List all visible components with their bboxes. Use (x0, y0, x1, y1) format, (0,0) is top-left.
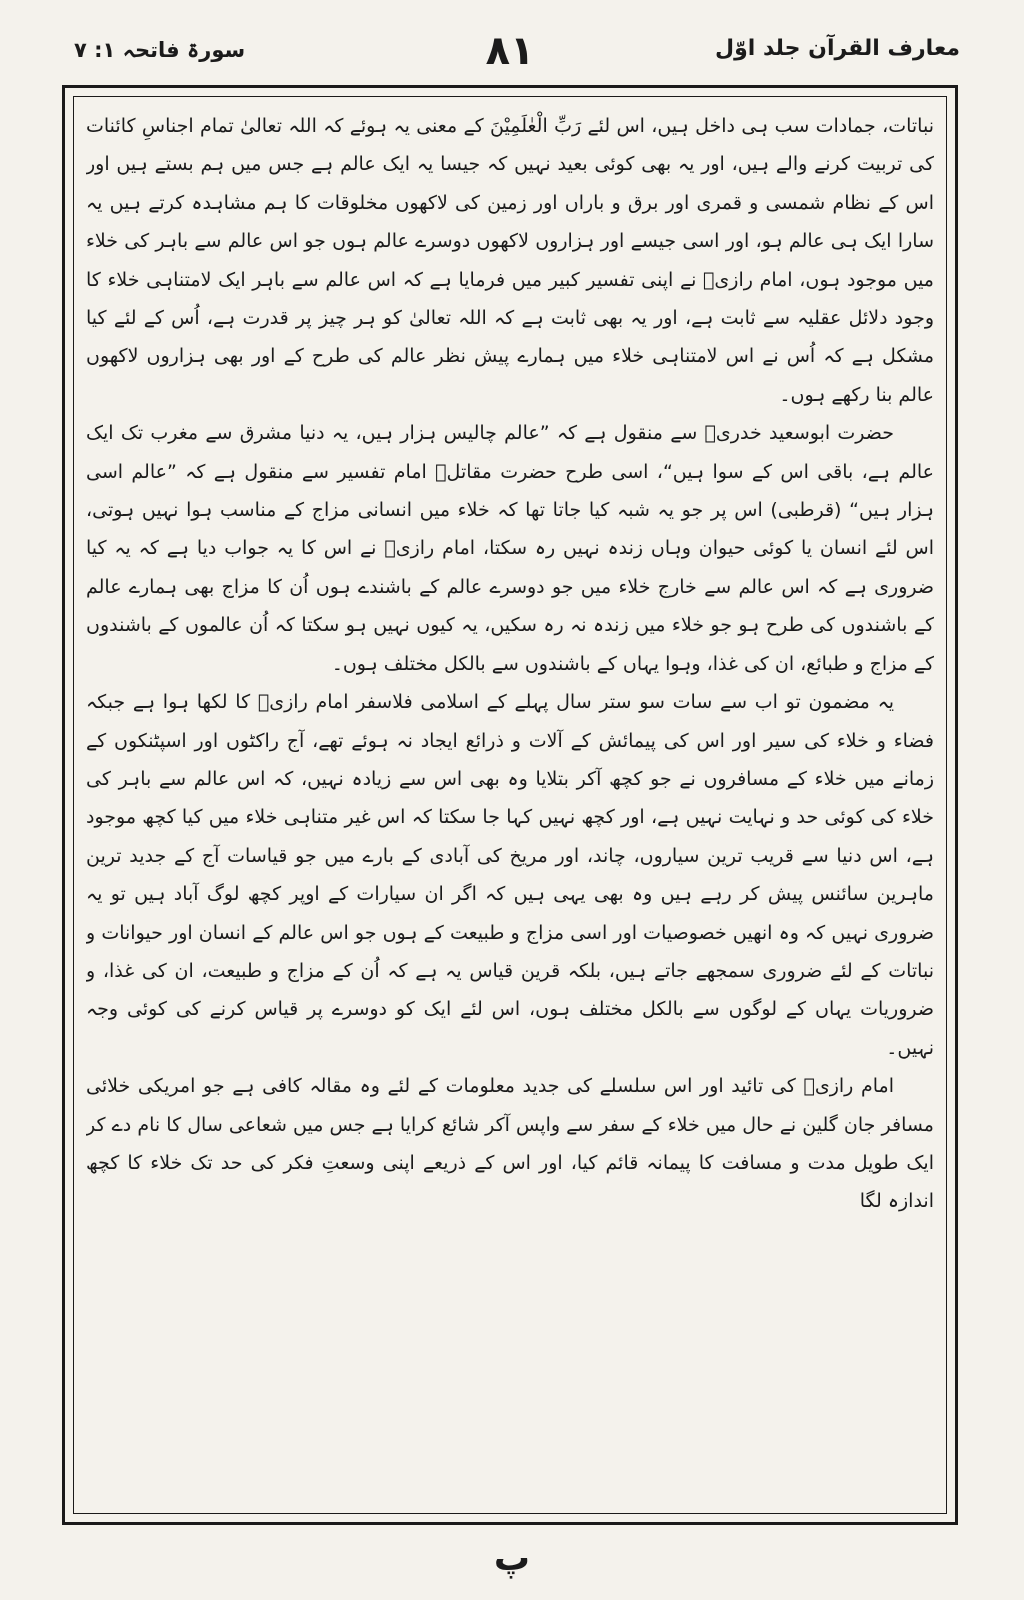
paragraph: نباتات، جمادات سب ہی داخل ہیں، اس لئے رَبِّ الْعٰلَمِیْنَ کے معنی یہ ہوئے کہ اللہ تعالیٰ تمام اجناسِ کائنات کی تربیت کرنے والے ہیں، اور یہ بھی کوئی بعید نہیں کہ جیسا یہ ایک عالم ہے جس میں ہم بستے ہیں اور اس کے نظام شمسی و قمری اور برق و باراں اور زمین کی لاکھوں مخلوقات کا ہم مشاہدہ کرتے ہیں یہ سارا ایک ہی عالم ہو، اور اسی جیسے اور ہزاروں لاکھوں دوسرے عالم ہوں جو اس عالم سے باہر کی خلاء میں موجود ہوں، امام رازیؒ نے اپنی تفسیر کبیر میں فرمایا ہے کہ اس عالم سے باہر ایک لامتناہی خلاء کا وجود دلائل عقلیہ سے ثابت ہے، اور یہ بھی ثابت ہے کہ اللہ تعالیٰ کو ہر چیز پر قدرت ہے، اُس کے لئے کیا مشکل ہے کہ اُس نے اس لامتناہی خلاء میں ہمارے پیش نظر عالم کی طرح کے اور بھی ہزاروں لاکھوں عالم بنا رکھے ہوں۔ (86, 115, 934, 406)
text-frame-inner (73, 96, 947, 1514)
text-frame-outer (62, 85, 958, 1525)
body-text (86, 107, 934, 1503)
paragraph: یہ مضمون تو اب سے سات سو ستر سال پہلے کے اسلامی فلاسفر امام رازیؒ کا لکھا ہوا ہے جبکہ فضاء و خلاء کی سیر اور اس کی پیمائش کے آلات و ذرائع ایجاد نہ ہوئے تھے، آج راکٹوں اور اسپٹنکوں کے زمانے میں خلاء کے مسافروں نے جو کچھ آکر بتلایا وہ بھی اس سے زیادہ نہیں، کہ اس عالم سے باہر کی خلاء کی کوئی حد و نہایت نہیں ہے، اور کچھ نہیں کہا جا سکتا کہ اس غیر متناہی خلاء میں کیا کچھ موجود ہے، اس دنیا سے قریب ترین سیاروں، چاند، اور مریخ کی آبادی کے بارے میں جو قیاسات آج کے جدید ترین ماہرین سائنس پیش کر رہے ہیں وہ بھی یہی ہیں کہ اگر ان سیارات کے اوپر کچھ لوگ آباد ہیں تو یہ ضروری نہیں کہ وہ انھیں خصوصیات اور اسی مزاج و طبیعت کے ہوں جو اس عالم کے انسان اور حیوانات و نباتات کے لئے ضروری سمجھے جاتے ہیں، بلکہ قرین قیاس یہ ہے کہ اُن کے مزاج و طبیعت، ان کی غذا، و ضروریات یہاں کے لوگوں سے بالکل مختلف ہوں، اس لئے ایک کو دوسرے پر قیاس کرنے کی کوئی وجہ نہیں۔ (86, 691, 934, 1059)
paragraph: حضرت ابوسعید خدریؓ سے منقول ہے کہ ”عالم چالیس ہزار ہیں، یہ دنیا مشرق سے مغرب تک ایک عالم ہے، باقی اس کے سوا ہیں“، اسی طرح حضرت مقاتلؒ امام تفسیر سے منقول ہے کہ ”عالم اسی ہزار ہیں“ (قرطبی) اس پر جو یہ شبہ کیا جاتا تھا کہ خلاء میں انسانی مزاج کے مناسب ہوا نہیں ہوتی، اس لئے انسان یا کوئی حیوان وہاں زندہ نہیں رہ سکتا، امام رازیؒ نے اس کا یہ جواب دیا ہے کہ یہ کیا ضروری ہے کہ اس عالم سے خارج خلاء میں جو دوسرے عالم کے باشندے ہوں اُن کا مزاج بھی ہمارے عالم کے باشندوں کی طرح ہو جو خلاء میں زندہ نہ رہ سکیں، یہ کیوں نہیں ہو سکتا کہ اُن عالموں کے باشندوں کے مزاج و طبائع، ان کی غذا، وہوا یہاں کے باشندوں سے بالکل مختلف ہوں۔ (86, 422, 934, 675)
surah-reference: سورۃ فاتحہ ۱: ۷ (74, 38, 246, 62)
signature-mark: پ (493, 1538, 531, 1579)
page-number: ۸۱ (485, 28, 535, 74)
running-header (60, 28, 960, 88)
paragraph: امام رازیؒ کی تائید اور اس سلسلے کی جدید معلومات کے لئے وہ مقالہ کافی ہے جو امریکی خلائی مسافر جان گلین نے حال میں خلاء کے سفر سے واپس آکر شائع کرایا ہے جس میں شعاعی سال کا نام دے کر ایک طویل مدت و مسافت کا پیمانہ قائم کیا، اور اس کے ذریعے اپنی وسعتِ فکر کی حد تک خلاء کا کچھ اندازہ لگا (86, 1075, 934, 1213)
book-title: معارف القرآن جلد اوّل (715, 36, 960, 61)
